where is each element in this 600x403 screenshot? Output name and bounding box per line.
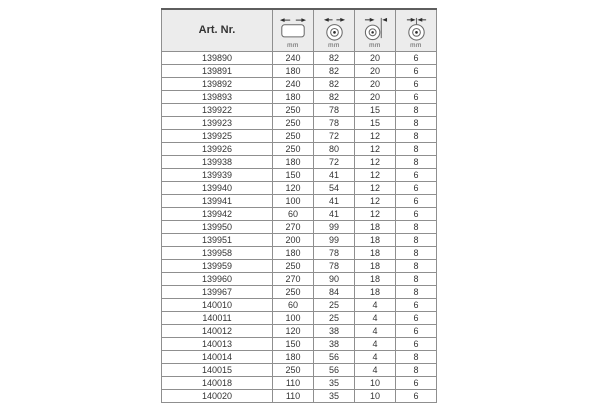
dimension-cell: 4: [355, 350, 396, 363]
dimension-cell: 10: [355, 389, 396, 402]
art-nr-cell: 139923: [162, 116, 273, 129]
dimension-cell: 6: [396, 90, 437, 103]
dimension-cell: 100: [273, 194, 314, 207]
art-nr-cell: 139967: [162, 285, 273, 298]
art-nr-cell: 139891: [162, 64, 273, 77]
dimension-cell: 180: [273, 64, 314, 77]
dimension-cell: 8: [396, 233, 437, 246]
dimension-cell: 270: [273, 272, 314, 285]
dimension-cell: 38: [314, 337, 355, 350]
dimension-cell: 18: [355, 259, 396, 272]
dimension-cell: 82: [314, 90, 355, 103]
table-row: [162, 389, 437, 402]
dimension-cell: 78: [314, 103, 355, 116]
table-row: [162, 233, 437, 246]
unit-label: mm: [287, 41, 299, 49]
unit-label: mm: [410, 41, 422, 49]
art-nr-cell: 140020: [162, 389, 273, 402]
dimension-cell: 90: [314, 272, 355, 285]
dimension-cell: 78: [314, 246, 355, 259]
dimension-cell: 35: [314, 389, 355, 402]
art-nr-cell: 140010: [162, 298, 273, 311]
art-nr-cell: 140014: [162, 350, 273, 363]
table-row: [162, 116, 437, 129]
dimension-cell: 12: [355, 207, 396, 220]
table-row: [162, 103, 437, 116]
dimension-cell: 270: [273, 220, 314, 233]
pad-width-column-header: [273, 9, 314, 51]
table-row: [162, 311, 437, 324]
dimension-cell: 240: [273, 51, 314, 64]
dimension-cell: 25: [314, 311, 355, 324]
table-row: [162, 272, 437, 285]
dimension-cell: 120: [273, 324, 314, 337]
table-row: [162, 350, 437, 363]
dimension-cell: 8: [396, 259, 437, 272]
dimension-cell: 12: [355, 155, 396, 168]
dimension-cell: 6: [396, 181, 437, 194]
dimension-cell: 150: [273, 168, 314, 181]
dimension-cell: 20: [355, 77, 396, 90]
art-nr-cell: 139960: [162, 272, 273, 285]
spec-table-container: [161, 8, 436, 403]
art-nr-cell: 139922: [162, 103, 273, 116]
art-nr-cell: 139958: [162, 246, 273, 259]
dimension-cell: 8: [396, 285, 437, 298]
dimension-cell: 41: [314, 168, 355, 181]
dimension-cell: 8: [396, 363, 437, 376]
dimension-cell: 82: [314, 64, 355, 77]
dimension-cell: 6: [396, 51, 437, 64]
art-nr-cell: 139926: [162, 142, 273, 155]
table-header: [162, 9, 437, 51]
art-nr-cell: 140013: [162, 337, 273, 350]
dimension-cell: 8: [396, 142, 437, 155]
table-row: [162, 285, 437, 298]
art-nr-header: Art. Nr.: [162, 9, 273, 51]
table-row: [162, 259, 437, 272]
art-nr-cell: 139939: [162, 168, 273, 181]
dimension-cell: 6: [396, 168, 437, 181]
dimension-cell: 250: [273, 285, 314, 298]
dimension-cell: 54: [314, 181, 355, 194]
dimension-cell: 180: [273, 90, 314, 103]
art-nr-cell: 140018: [162, 376, 273, 389]
table-row: [162, 298, 437, 311]
dimension-cell: 18: [355, 233, 396, 246]
table-row: [162, 181, 437, 194]
art-nr-cell: 139940: [162, 181, 273, 194]
dimension-cell: 6: [396, 376, 437, 389]
dimension-cell: 4: [355, 311, 396, 324]
table-row: [162, 363, 437, 376]
dimension-cell: 6: [396, 207, 437, 220]
dimension-cell: 60: [273, 298, 314, 311]
dimension-cell: 78: [314, 259, 355, 272]
dimension-cell: 6: [396, 389, 437, 402]
table-row: [162, 90, 437, 103]
table-body: [162, 51, 437, 402]
dimension-cell: 15: [355, 116, 396, 129]
roller-diameter-icon: [322, 16, 347, 41]
dimension-cell: 8: [396, 246, 437, 259]
roller-width-column-header: [355, 9, 396, 51]
dimension-cell: 6: [396, 64, 437, 77]
bore-diameter-icon: [404, 16, 429, 41]
table-row: [162, 337, 437, 350]
art-nr-cell: 139893: [162, 90, 273, 103]
dimension-cell: 6: [396, 337, 437, 350]
art-nr-cell: 140015: [162, 363, 273, 376]
dimension-cell: 41: [314, 207, 355, 220]
dimension-cell: 18: [355, 272, 396, 285]
dimension-cell: 15: [355, 103, 396, 116]
dimension-cell: 180: [273, 155, 314, 168]
table-row: [162, 376, 437, 389]
table-row: [162, 207, 437, 220]
dimension-cell: 6: [396, 298, 437, 311]
table-row: [162, 51, 437, 64]
art-nr-cell: 139925: [162, 129, 273, 142]
dimension-cell: 56: [314, 350, 355, 363]
dimension-cell: 180: [273, 246, 314, 259]
dimension-cell: 6: [396, 311, 437, 324]
art-nr-cell: 140012: [162, 324, 273, 337]
art-nr-cell: 139951: [162, 233, 273, 246]
dimension-cell: 72: [314, 129, 355, 142]
art-nr-cell: 140011: [162, 311, 273, 324]
art-nr-cell: 139892: [162, 77, 273, 90]
table-row: [162, 324, 437, 337]
dimension-cell: 250: [273, 129, 314, 142]
dimension-cell: 56: [314, 363, 355, 376]
table-row: [162, 129, 437, 142]
roller-diameter-column-header: [314, 9, 355, 51]
dimension-cell: 82: [314, 77, 355, 90]
dimension-cell: 82: [314, 51, 355, 64]
dimension-cell: 12: [355, 168, 396, 181]
dimension-cell: 20: [355, 64, 396, 77]
art-nr-cell: 139942: [162, 207, 273, 220]
table-row: [162, 168, 437, 181]
dimension-cell: 18: [355, 285, 396, 298]
dimension-cell: 180: [273, 350, 314, 363]
table-row: [162, 77, 437, 90]
dimension-cell: 25: [314, 298, 355, 311]
dimension-cell: 120: [273, 181, 314, 194]
dimension-cell: 200: [273, 233, 314, 246]
dimension-cell: 18: [355, 220, 396, 233]
table-row: [162, 155, 437, 168]
art-nr-cell: 139890: [162, 51, 273, 64]
roller-width-icon: [363, 16, 388, 41]
dimension-cell: 250: [273, 116, 314, 129]
dimension-cell: 99: [314, 220, 355, 233]
dimension-cell: 60: [273, 207, 314, 220]
art-nr-cell: 139950: [162, 220, 273, 233]
dimension-cell: 250: [273, 259, 314, 272]
unit-label: mm: [369, 41, 381, 49]
dimension-cell: 6: [396, 77, 437, 90]
dimension-cell: 84: [314, 285, 355, 298]
dimension-cell: 12: [355, 194, 396, 207]
dimension-cell: 35: [314, 376, 355, 389]
dimension-cell: 80: [314, 142, 355, 155]
dimension-cell: 12: [355, 129, 396, 142]
dimension-cell: 250: [273, 363, 314, 376]
dimension-cell: 8: [396, 350, 437, 363]
unit-label: mm: [328, 41, 340, 49]
table-row: [162, 142, 437, 155]
pad-outer-width-icon: [279, 16, 307, 41]
dimension-cell: 10: [355, 376, 396, 389]
dimension-cell: 41: [314, 194, 355, 207]
dimension-cell: 250: [273, 142, 314, 155]
dimension-cell: 8: [396, 103, 437, 116]
dimension-cell: 150: [273, 337, 314, 350]
art-nr-cell: 139959: [162, 259, 273, 272]
dimension-cell: 4: [355, 337, 396, 350]
dimension-cell: 4: [355, 324, 396, 337]
dimension-cell: 110: [273, 376, 314, 389]
dimension-cell: 250: [273, 103, 314, 116]
dimension-cell: 20: [355, 51, 396, 64]
dimension-cell: 72: [314, 155, 355, 168]
table-row: [162, 220, 437, 233]
dimension-cell: 8: [396, 129, 437, 142]
dimension-cell: 20: [355, 90, 396, 103]
bore-diameter-column-header: [396, 9, 437, 51]
spec-table: [161, 8, 437, 403]
dimension-cell: 12: [355, 181, 396, 194]
art-nr-cell: 139941: [162, 194, 273, 207]
dimension-cell: 4: [355, 363, 396, 376]
dimension-cell: 6: [396, 194, 437, 207]
dimension-cell: 8: [396, 272, 437, 285]
dimension-cell: 8: [396, 116, 437, 129]
dimension-cell: 8: [396, 155, 437, 168]
dimension-cell: 12: [355, 142, 396, 155]
dimension-cell: 100: [273, 311, 314, 324]
dimension-cell: 8: [396, 220, 437, 233]
dimension-cell: 99: [314, 233, 355, 246]
dimension-cell: 4: [355, 298, 396, 311]
dimension-cell: 18: [355, 246, 396, 259]
table-row: [162, 194, 437, 207]
dimension-cell: 6: [396, 324, 437, 337]
dimension-cell: 38: [314, 324, 355, 337]
dimension-cell: 240: [273, 77, 314, 90]
dimension-cell: 110: [273, 389, 314, 402]
dimension-cell: 78: [314, 116, 355, 129]
table-row: [162, 246, 437, 259]
art-nr-cell: 139938: [162, 155, 273, 168]
table-row: [162, 64, 437, 77]
